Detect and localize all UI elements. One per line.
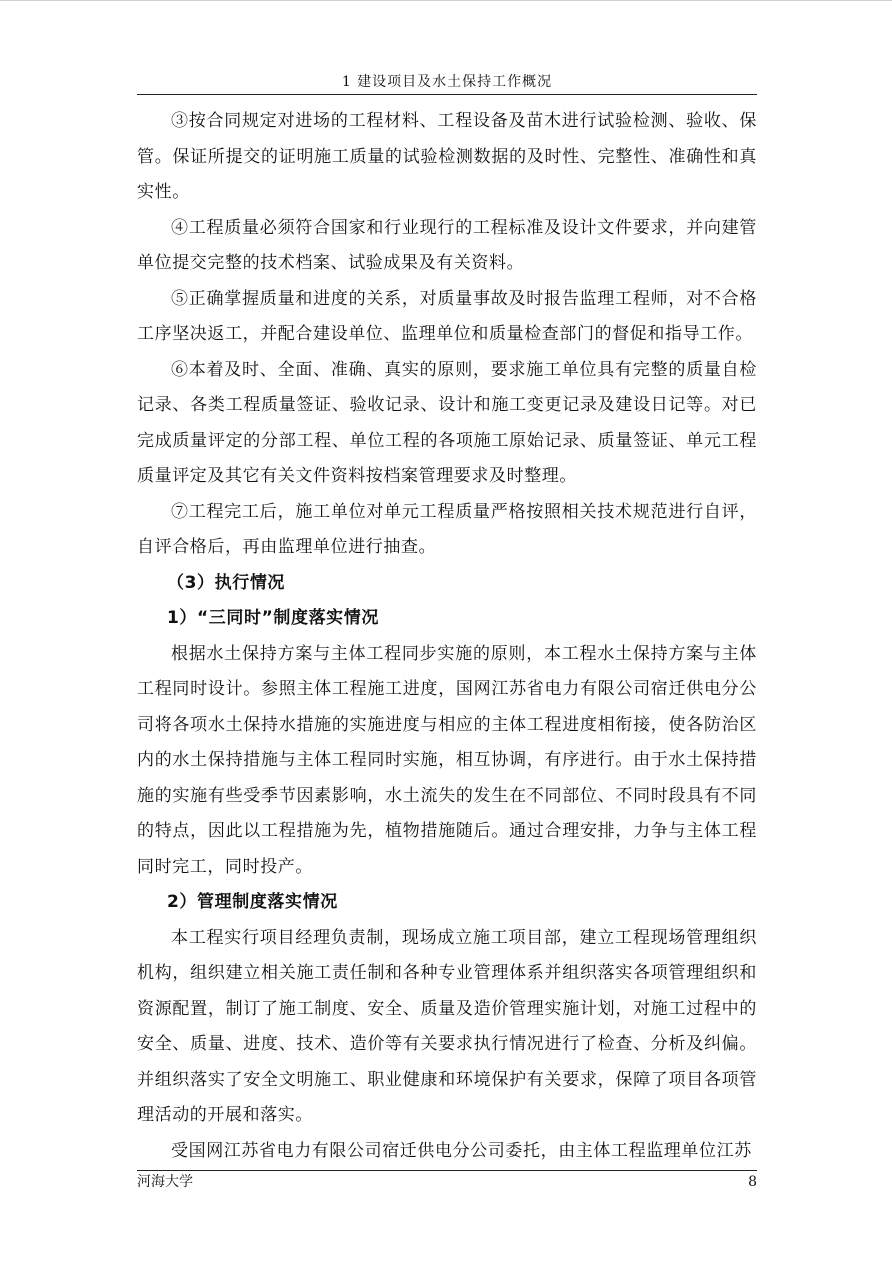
header-divider: [137, 94, 757, 95]
page-top-border: [0, 0, 892, 1]
paragraph-item-6: ⑥本着及时、全面、准确、真实的原则，要求施工单位具有完整的质量自检记录、各类工程质量签证、验收记录、设计和施工变更记录及建设日记等。对已完成质量评定的分部工程、单位工程的各项施工原始记录、质量签证、单元工程质量评定及其它有关文件资料按档案管理要求及时整理。: [137, 359, 757, 486]
paragraph-management-system: 本工程实行项目经理负责制，现场成立施工项目部，建立工程现场管理组织机构，组织建立相关施工责任制和各种专业管理体系并组织落实各项管理组织和资源配置，制订了施工制度、安全、质量及造价管理实施计划，对施工过程中的安全、质量、进度、技术、造价等有关要求执行情况进行了检查、分析及纠偏。并组织落实了安全文明施工、职业健康和环境保护有关要求，保障了项目各项管理活动的开展和落实。: [137, 927, 757, 1125]
footer-divider: [137, 1170, 757, 1171]
paragraph-item-5: ⑤正确掌握质量和进度的关系，对质量事故及时报告监理工程师，对不合格工序坚决返工，并配合建设单位、监理单位和质量检查部门的督促和指导工作。: [137, 288, 757, 344]
paragraph-item-4: ④工程质量必须符合国家和行业现行的工程标准及设计文件要求，并向建管单位提交完整的技术档案、试验成果及有关资料。: [137, 217, 757, 273]
subsection-heading-management-system: 2）管理制度落实情况: [167, 892, 338, 912]
footer-page-number: 8: [748, 1174, 757, 1190]
paragraph-item-7: ⑦工程完工后，施工单位对单元工程质量严格按照相关技术规范进行自评，自评合格后，再由监理单位进行抽查。: [137, 501, 757, 557]
page-body: [137, 104, 757, 1169]
section-heading-execution: （3）执行情况: [167, 572, 286, 593]
subsection-heading-three-simultaneous: 1）“三同时”制度落实情况: [167, 608, 379, 628]
paragraph-three-simultaneous: 根据水土保持方案与主体工程同步实施的原则，本工程水土保持方案与主体工程同时设计。参照主体工程施工进度，国网江苏省电力有限公司宿迁供电分公司将各项水土保持水措施的实施进度与相应的主体工程进度相衔接，使各防治区内的水土保持措施与主体工程同时实施，相互协调，有序进行。由于水土保持措施的实施有些受季节因素影响，水土流失的发生在不同部位、不同时段具有不同的特点，因此以工程措施为先，植物措施随后。通过合理安排，力争与主体工程同时完工，同时投产。: [137, 643, 757, 877]
running-header-title: 1 建设项目及水土保持工作概况: [341, 74, 553, 90]
footer-institution: 河海大学: [137, 1174, 193, 1190]
paragraph-item-3: ③按合同规定对进场的工程材料、工程设备及苗木进行试验检测、验收、保管。保证所提交的证明施工质量的试验检测数据的及时性、完整性、准确性和真实性。: [137, 111, 757, 202]
paragraph-supervision-entrust: 受国网江苏省电力有限公司宿迁供电分公司委托，由主体工程监理单位江苏: [171, 1140, 752, 1161]
